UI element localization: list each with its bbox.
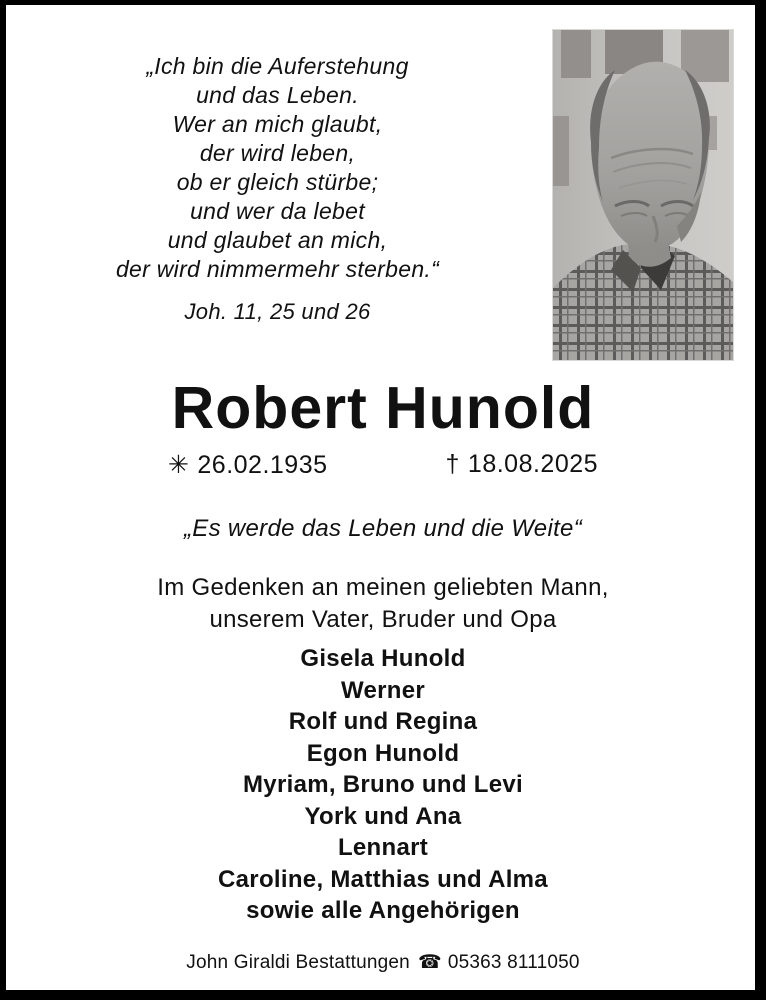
scripture-line: der wird nimmermehr sterben.“ [115,256,440,282]
frame-border-top [0,0,766,5]
scripture-reference: Joh. 11, 25 und 26 [184,299,371,324]
motto-quote: „Es werde das Leben und die Weite“ [184,515,582,542]
mourner-line: York und Ana [304,802,462,830]
telephone-icon: ☎ [417,952,442,973]
mourner-line: Myriam, Bruno und Levi [243,771,523,798]
mourner-line: Egon Hunold [306,739,460,767]
mourner-line: Gisela Hunold [300,645,466,672]
death-date-value: 18.08.2025 [467,450,599,478]
mourner-line: Lennart [337,834,429,861]
portrait-photo-graphic [553,30,733,360]
scripture-line: und das Leben. [196,82,359,108]
scripture-line: und wer da lebet [190,198,365,224]
mourner-line: Rolf und Regina [288,708,478,735]
dedication-line: Im Gedenken an meinen geliebten Mann, [157,574,609,601]
funeral-home-footer [0,951,766,974]
mourners-list [0,643,766,927]
scripture-line: der wird leben, [199,140,356,166]
mourner-line: Werner [340,676,426,704]
portrait-photo [553,30,733,360]
life-dates [0,450,766,480]
scripture-line: Wer an mich glaubt, [172,111,383,137]
dedication [0,572,766,636]
birth-date-value: 26.02.1935 [197,451,328,479]
birth-star-icon: ✳ [167,451,190,479]
birth-date [168,450,328,480]
death-date [446,450,599,480]
dedication-line: unserem Vater, Bruder und Opa [209,606,557,633]
scripture-line: ob er gleich stürbe; [176,169,379,195]
mourner-line: sowie alle Angehörigen [246,897,520,924]
funeral-home-phone: 05363 8111050 [447,952,580,973]
deceased-name: Robert Hunold [171,375,595,441]
scripture-line: und glaubet an mich, [167,227,388,253]
scripture-quote [30,52,525,326]
death-cross-icon: † [445,450,460,478]
scripture-line: „Ich bin die Auferstehung [146,53,409,79]
frame-border-bottom [0,990,766,1000]
mourner-line: Caroline, Matthias und Alma [218,865,548,893]
funeral-home-name: John Giraldi Bestattungen [186,952,410,973]
